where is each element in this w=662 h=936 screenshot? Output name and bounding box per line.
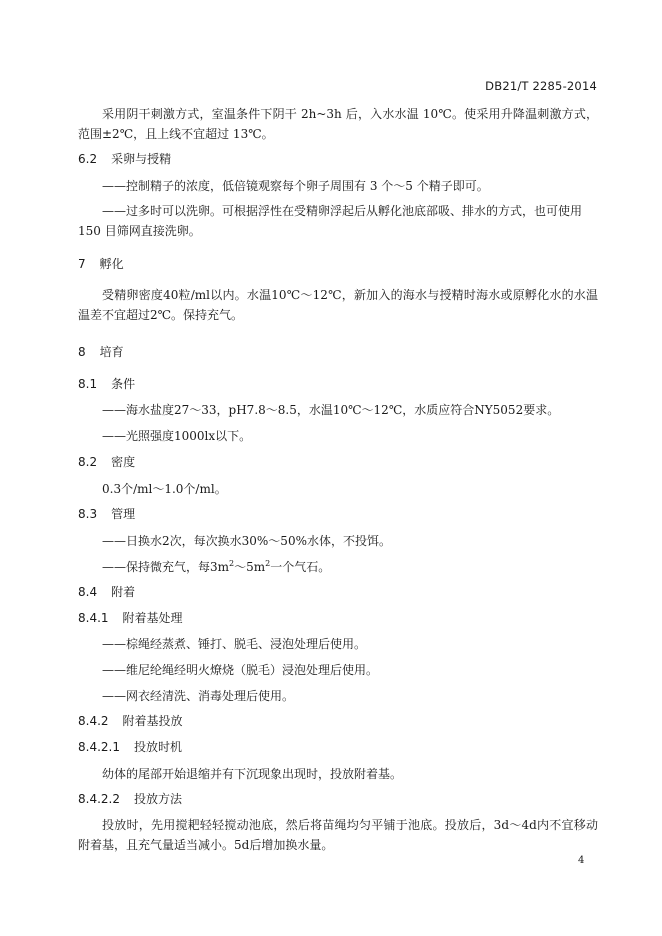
section-7-heading <box>78 255 124 273</box>
section-number: 8.4.2 <box>78 714 109 728</box>
list-item: ——控制精子的浓度，低倍镜观察每个卵子周围有 3 个～5 个精子即可。 <box>102 179 489 193</box>
section-title: 投放时机 <box>133 740 182 754</box>
section-8-4-2-1-heading <box>78 738 182 756</box>
section-8-4-2-2-heading <box>78 790 182 808</box>
section-title: 密度 <box>111 455 136 469</box>
list-item: ——棕绳经蒸煮、锤打、脱毛、浸泡处理后使用。 <box>102 637 367 651</box>
hatching-paragraph: 受精卵密度40粒/ml以内。水温10℃～12℃，新加入的海水与授精时海水或原孵化水的水温温差不宜超过2℃。保持充气。 <box>78 288 598 322</box>
method-paragraph: 投放时，先用搅耙轻轻搅动池底，然后将苗绳均匀平铺于池底。投放后，3d～4d内不宜移动附着基，且充气量适当减小。5d后增加换水量。 <box>78 818 598 852</box>
section-title: 采卵与授精 <box>111 152 172 166</box>
section-title: 管理 <box>111 507 136 521</box>
section-title: 培育 <box>99 345 124 359</box>
timing-text: 幼体的尾部开始退缩并有下沉现象出现时，投放附着基。 <box>102 767 403 781</box>
section-number: 8.4.2.1 <box>78 740 120 754</box>
section-8-4-2-heading <box>78 712 183 730</box>
section-8-2-heading <box>78 453 135 471</box>
section-6-2-heading <box>78 150 171 168</box>
list-item: ——网衣经清洗、消毒处理后使用。 <box>102 689 295 703</box>
section-number: 8 <box>78 345 86 359</box>
list-item: ——海水盐度27～33，pH7.8～8.5，水温10℃～12℃，水质应符合NY5052要求。 <box>102 403 560 417</box>
page-number: 4 <box>578 855 585 866</box>
section-number: 8.4.2.2 <box>78 792 120 806</box>
section-number: 7 <box>78 257 86 271</box>
section-number: 8.1 <box>78 377 98 391</box>
section-title: 附着基处理 <box>122 611 183 625</box>
section-8-4-heading <box>78 583 135 601</box>
section-8-1-heading <box>78 375 135 393</box>
section-number: 8.4.1 <box>78 611 109 625</box>
section-title: 附着 <box>111 585 136 599</box>
section-title: 条件 <box>111 377 136 391</box>
section-8-4-1-heading <box>78 609 183 627</box>
list-item: ——过多时可以洗卵。可根据浮性在受精卵浮起后从孵化池底部吸、排水的方式，也可使用 150 目筛网直接洗卵。 <box>78 204 583 238</box>
list-item: ——日换水2次，每次换水30%～50%水体，不投饵。 <box>102 534 391 548</box>
intro-paragraph: 采用阴干刺激方式，室温条件下阴干 2h~3h 后，入水水温 10℃。使采用升降温刺激方式，范围±2℃，且上线不宜超过 13℃。 <box>78 107 598 141</box>
list-item: ——保持微充气，每$3m^2\sim 5m^2$一个气石。 <box>102 559 331 574</box>
list-item: ——光照强度1000lx以下。 <box>102 429 252 443</box>
standard-code-header: DB21/T 2285-2014 <box>485 79 597 93</box>
list-item: ——维尼纶绳经明火燎烧（脱毛）浸泡处理后使用。 <box>102 663 379 677</box>
section-title: 孵化 <box>99 257 124 271</box>
section-8-3-heading <box>78 505 135 523</box>
section-number: 8.3 <box>78 507 98 521</box>
section-8-heading <box>78 343 124 361</box>
section-title: 附着基投放 <box>122 714 183 728</box>
section-number: 8.2 <box>78 455 98 469</box>
section-number: 8.4 <box>78 585 98 599</box>
density-text: 0.3个/ml～1.0个/ml。 <box>102 482 227 496</box>
section-title: 投放方法 <box>133 792 182 806</box>
section-number: 6.2 <box>78 152 98 166</box>
